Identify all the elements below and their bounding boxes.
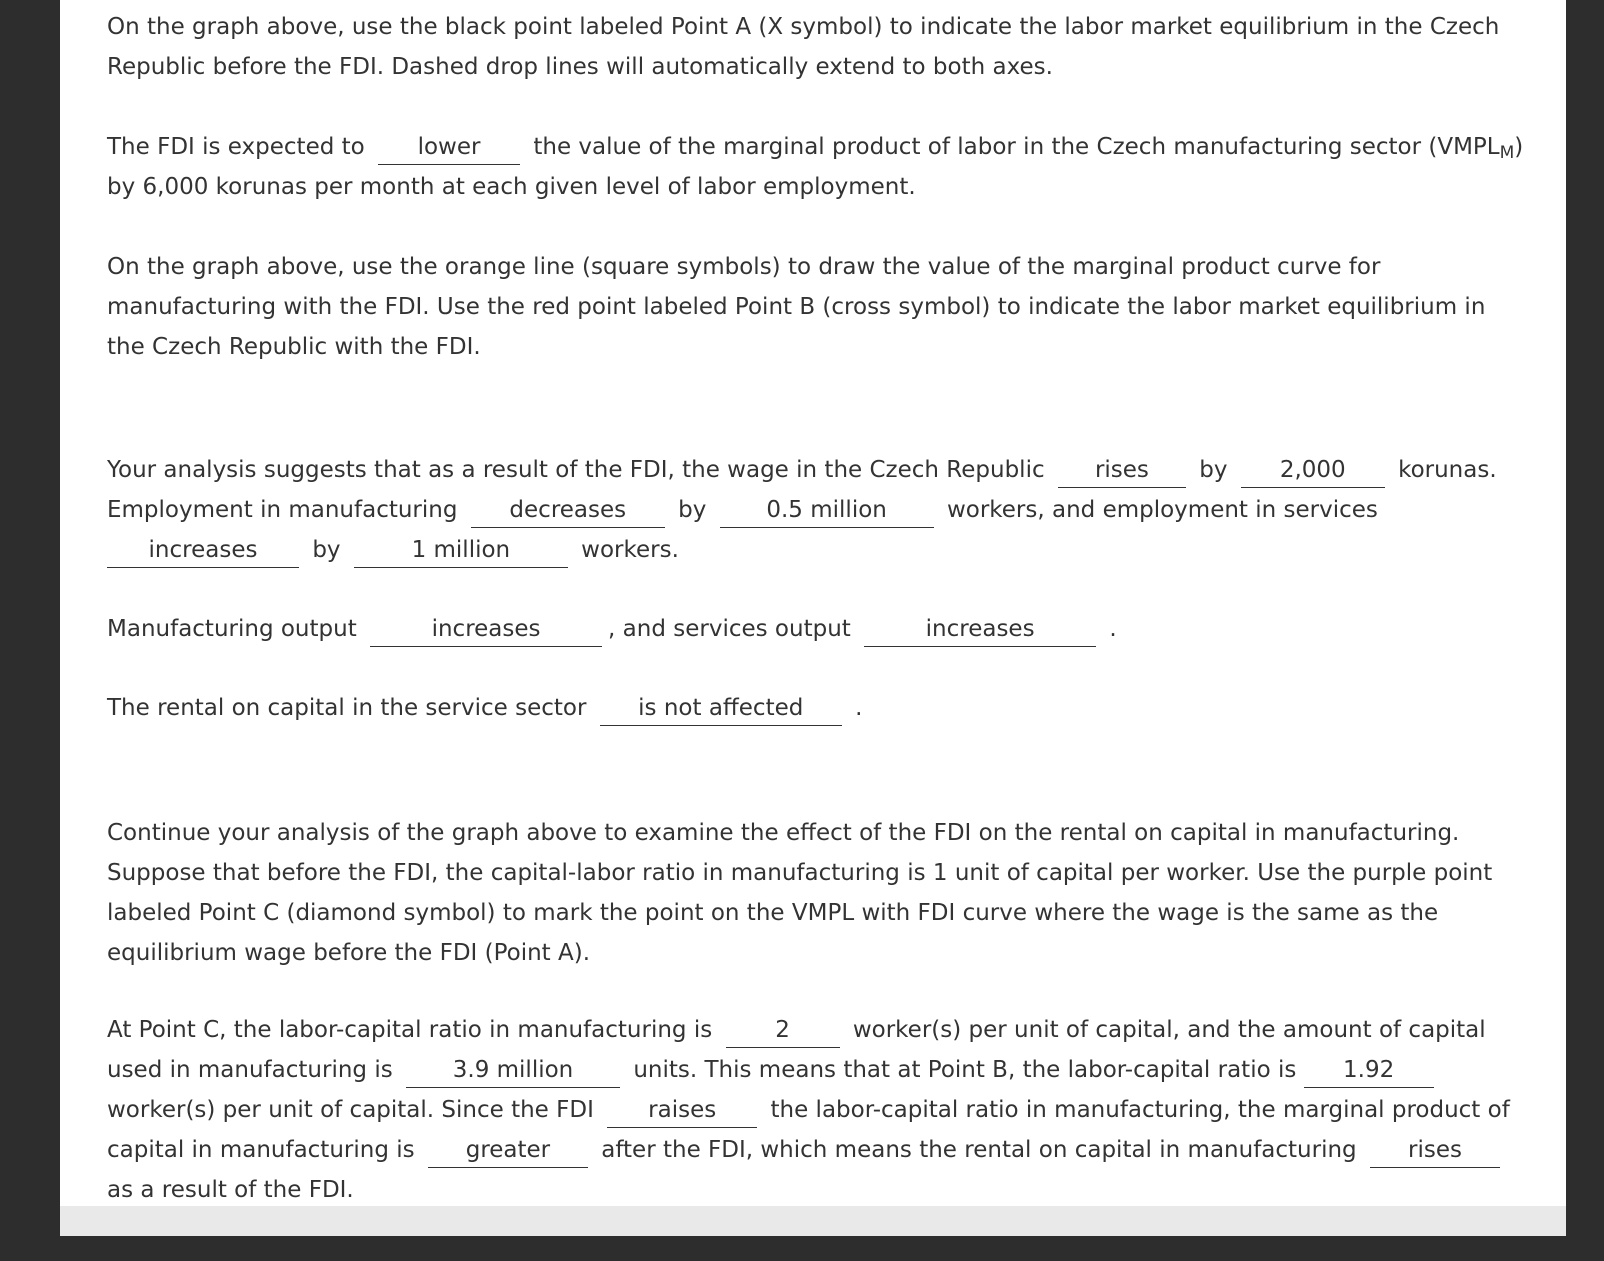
question-text: Your analysis suggests that as a result of the FDI, the wage in the Czech Republic bbox=[107, 457, 1045, 483]
manufacturing-rental-dropdown[interactable]: rises bbox=[1370, 1136, 1500, 1168]
question-page bbox=[60, 0, 1566, 1236]
question-text: by bbox=[678, 497, 707, 523]
capital-ratio-question bbox=[107, 1010, 1527, 1210]
wage-amount-dropdown[interactable]: 2,000 bbox=[1241, 456, 1385, 488]
question-text: . bbox=[1109, 616, 1117, 642]
question-text: korunas. Employment in manufacturing bbox=[107, 457, 1497, 523]
fdi-effect-ratio-dropdown[interactable]: raises bbox=[607, 1096, 757, 1128]
manufacturing-employment-amount-dropdown[interactable]: 0.5 million bbox=[720, 496, 934, 528]
question-text: the labor-capital ratio in manufacturing, the marginal product of capital in manufacturing is bbox=[107, 1097, 1510, 1163]
manufacturing-employment-change-dropdown[interactable]: decreases bbox=[471, 496, 665, 528]
instruction-point-b bbox=[107, 247, 1527, 367]
fdi-vmpl-question bbox=[107, 127, 1527, 207]
labor-capital-ratio-b-dropdown[interactable]: 1.92 bbox=[1304, 1056, 1434, 1088]
manufacturing-output-dropdown[interactable]: increases bbox=[370, 615, 602, 647]
question-text: by bbox=[312, 537, 341, 563]
services-output-dropdown[interactable]: increases bbox=[864, 615, 1096, 647]
labor-capital-ratio-c-dropdown[interactable]: 2 bbox=[726, 1016, 840, 1048]
services-employment-amount-dropdown[interactable]: 1 million bbox=[354, 536, 568, 568]
instruction-point-c-text: Continue your analysis of the graph above to examine the effect of the FDI on the rental on capital in manufacturing. Suppose that before the FDI, the capital-labor ratio in manufacturing is 1 unit of capital per worker. Use the purple point labeled Point C (diamond symbol) to mark the point on the VMPL with FDI curve where the wage is the same as the equilibrium wage before the FDI (Point A). bbox=[107, 820, 1493, 966]
service-rental-dropdown[interactable]: is not affected bbox=[600, 694, 842, 726]
page-bottom-edge bbox=[60, 1206, 1566, 1236]
question-text: worker(s) per unit of capital. Since the FDI bbox=[107, 1097, 594, 1123]
question-text: units. This means that at Point B, the labor-capital ratio is bbox=[633, 1057, 1297, 1083]
capital-amount-dropdown[interactable]: 3.9 million bbox=[406, 1056, 620, 1088]
instruction-point-a-text: On the graph above, use the black point labeled Point A (X symbol) to indicate the labor market equilibrium in the Czech Republic before the FDI. Dashed drop lines will automatically extend to both axes. bbox=[107, 14, 1500, 80]
instruction-point-a bbox=[107, 7, 1527, 87]
question-text: after the FDI, which means the rental on capital in manufacturing bbox=[601, 1137, 1357, 1163]
rental-service-question bbox=[107, 688, 1527, 728]
marginal-product-capital-dropdown[interactable]: greater bbox=[428, 1136, 588, 1168]
question-text: . bbox=[855, 695, 863, 721]
question-text: At Point C, the labor-capital ratio in manufacturing is bbox=[107, 1017, 713, 1043]
question-text: The rental on capital in the service sector bbox=[107, 695, 587, 721]
output-question bbox=[107, 609, 1527, 649]
question-text: , and services output bbox=[608, 616, 851, 642]
question-text: Manufacturing output bbox=[107, 616, 357, 642]
subscript-m: M bbox=[1499, 143, 1515, 163]
wage-change-dropdown[interactable]: rises bbox=[1058, 456, 1186, 488]
vmpl-change-dropdown[interactable]: lower bbox=[378, 133, 520, 165]
question-text: by bbox=[1199, 457, 1228, 483]
instruction-point-b-text: On the graph above, use the orange line (square symbols) to draw the value of the marginal product curve for manufacturing with the FDI. Use the red point labeled Point B (cross symbol) to indicate the labor market equilibrium in the Czech Republic with the FDI. bbox=[107, 254, 1486, 360]
instruction-point-c bbox=[107, 813, 1527, 973]
question-text: workers. bbox=[581, 537, 679, 563]
question-text: The FDI is expected to bbox=[107, 134, 365, 160]
question-text: ) by 6,000 korunas per month at each given level of labor employment. bbox=[107, 134, 1524, 200]
question-text: worker(s) per unit of capital, and the amount of capital used in manufacturing is bbox=[107, 1017, 1486, 1083]
question-text: as a result of the FDI. bbox=[107, 1177, 354, 1203]
wage-employment-question bbox=[107, 450, 1527, 570]
question-text: workers, and employment in services bbox=[946, 497, 1378, 523]
services-employment-change-dropdown[interactable]: increases bbox=[107, 536, 299, 568]
question-text: the value of the marginal product of labor in the Czech manufacturing sector (VMPL bbox=[533, 134, 1500, 160]
